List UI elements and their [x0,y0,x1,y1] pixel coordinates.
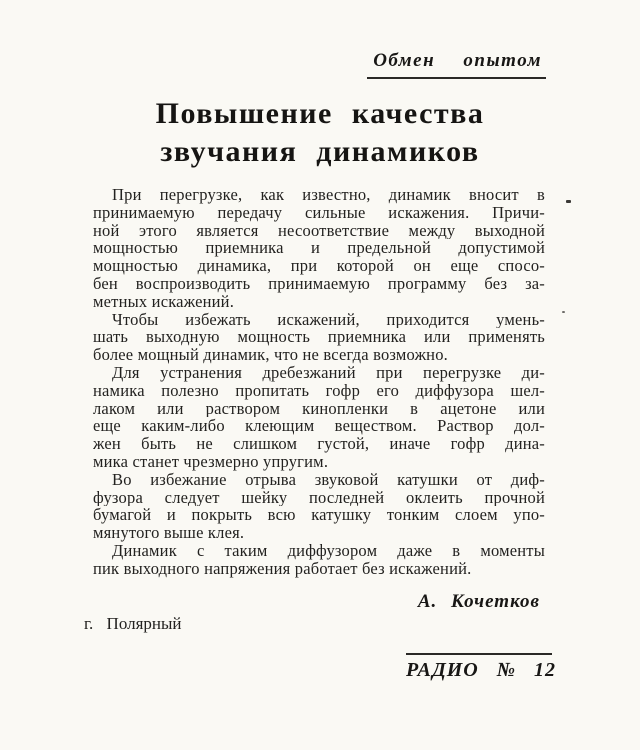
text-line: фузора следует шейку последней оклеить прочной [93,488,545,507]
article-title-line-2: звучания динамиков [160,135,480,168]
author-signature: А. Кочетков [417,591,540,612]
text-line: пик выходного напряжения работает без искажений. [93,559,472,578]
footer-rule [406,653,552,655]
text-line: мощностью динамика, при которой он еще спосо- [93,257,545,275]
text-line: Динамик с таким диффузором даже в моменты [112,541,545,560]
text-line: ной этого является несоответствие между выходной [93,221,545,240]
text-line: метных искажений. [93,292,235,311]
text-line: Для устранения дребезжаний при перегрузке ди- [112,363,545,382]
section-header: Обмен опытом [367,50,546,79]
journal-issue-label: РАДИО № 12 [406,659,557,681]
journal-footer [406,653,557,682]
text-line: мянутого выше клея. [93,524,245,542]
paragraph [93,311,545,364]
text-line: мика станет чрезмерно упругим. [93,452,329,471]
text-line: Чтобы избежать искажений, приходится умень- [112,310,545,329]
text-line: более мощный динамик, что не всегда возможно. [93,346,448,364]
text-line: лаком или раствором кинопленки в ацетоне или [93,399,545,418]
text-line: бен воспроизводить принимаемую программу без за- [93,274,545,293]
text-line: При перегрузке, как известно, динамик вносит в [112,186,545,204]
text-line: шать выходную мощность приемника или применять [93,328,545,347]
scan-speck [566,200,571,203]
author-location: г. Полярный [84,614,182,633]
text-line: еще каким-либо клеющим веществом. Раствор дол- [93,417,545,436]
paragraph [93,542,545,578]
text-line: жен быть не слишком густой, иначе гофр дина- [93,435,545,453]
text-line: мощностью приемника и предельной допустимой [93,239,545,258]
paragraph [93,186,545,311]
scan-speck [562,311,565,313]
paragraph [93,364,545,471]
text-line: бумагой и покрыть всю катушку тонким слоем упо- [93,506,545,525]
text-line: Во избежание отрыва звуковой катушки от диф- [112,470,545,489]
article-title [0,95,640,171]
text-line: принимаемую передачу сильные искажения. Причи- [93,203,545,222]
article-title-line-1: Повышение качества [155,97,485,130]
article-body [93,186,545,578]
paragraph [93,471,545,542]
text-line: намика полезно пропитать гофр его диффузора шел- [93,381,545,400]
